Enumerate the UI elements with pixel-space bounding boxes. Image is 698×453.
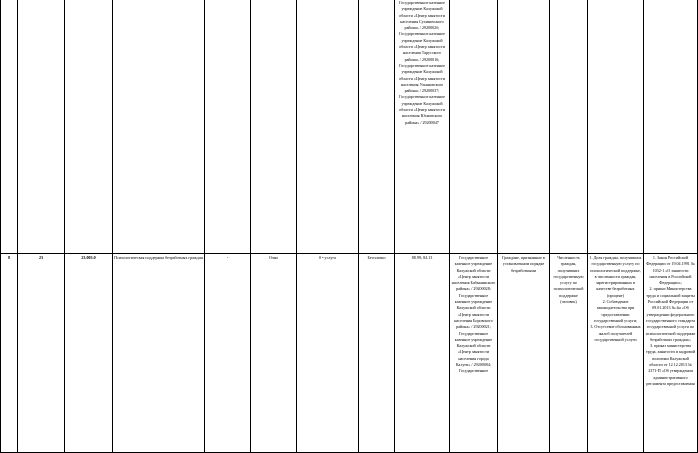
cell-legal-acts (644, 254, 698, 453)
organization-entry: Государственное казенное учреждение Калужской области «Центр занятости населения Боровского района» / 29200021; (454, 292, 493, 330)
organization-entry: Государственное казенное учреждение Калужской области «Центр занятости населения Ульяновского района» / 29200037; (399, 62, 445, 94)
cell-empty (359, 0, 395, 254)
organization-entry: Государственное казенное учреждение Калужской области «Центр занятости населения Тарусского района» / 29200016; (399, 31, 445, 62)
cell-empty (113, 0, 205, 254)
cell-empty (588, 0, 644, 254)
organization-entry: Государственное казенное учреждение Калужской области «Центр занятости населения города Калуги» / 29200004; (454, 330, 493, 368)
legal-item: 1. Закон Российской Федерации от 19.04.1991 № 1032-1 «О занятости населения в Российской Федерации»; (646, 255, 695, 286)
cell-quality-indicators (588, 254, 644, 453)
cell-row-number: 8 (1, 254, 18, 453)
cell-empty (18, 0, 65, 254)
organization-entry: Государственное (458, 368, 489, 374)
cell-service-code: 23 (18, 254, 65, 453)
cell-dash: - (205, 254, 251, 453)
cell-okved: 88.99; 84.13 (395, 254, 450, 453)
cell-payment: Бесплатно (359, 254, 395, 453)
cell-empty (251, 0, 297, 254)
cell-empty (1, 0, 18, 254)
cell-empty (550, 0, 588, 254)
table-row (1, 254, 698, 453)
quality-item: 1. Доля граждан, получивших государственную услугу по психологической поддержке, в численности граждан, зарегистрированных в качестве безработных (процент) (589, 255, 642, 298)
organization-entry: Государственное казенное учреждение Калужской области «Центр занятости населения Бабынинского района» / 29200028; (451, 255, 496, 292)
organization-entry: Государственное казенное учреждение Калужской области «Центр занятости населения Сухиничского района» / 2920002б; (399, 0, 445, 31)
table-row-previous (1, 0, 698, 254)
cell-organizations (395, 0, 450, 254)
cell-form: Очно (251, 254, 297, 453)
legal-item: 2. приказ Министерства труда и социальной защиты Российской Федерации от 09.01.2013 № 4н «Об утверждении федерального государственного стандарта государственной услуги по психологической поддержке безработных граждан»; (645, 286, 696, 342)
cell-volume-indicator: Численность граждан, получивших государственную услугу по психологической поддержке (человек) (550, 254, 588, 453)
quality-item: 2. Соблюдение законодательства при предоставлении государственной услуги; (593, 299, 638, 323)
cell-organizations (450, 254, 498, 453)
cell-empty (297, 0, 359, 254)
cell-unit: 0 • услуга (297, 254, 359, 453)
cell-empty (450, 0, 498, 254)
cell-registry-code: 23.003.0 (65, 254, 113, 453)
cell-empty (65, 0, 113, 254)
cell-service-name: Психологическая поддержка безработных граждан (113, 254, 205, 453)
cell-recipients: Граждане, признанные в установленном порядке безработными (498, 254, 550, 453)
organization-entry: Государственное казенное учреждение Калужской области «Центр занятости населения Юхновского района» / 29200047 (399, 94, 445, 125)
legal-item: 3. приказ министерства труда, занятости и кадровой политики Калужской области от 12.12.2013 № 2371-П «Об утверждении административного регламента предоставления (645, 343, 696, 386)
cell-empty (205, 0, 251, 254)
cell-empty (644, 0, 698, 254)
cell-empty (498, 0, 550, 254)
quality-item: 3. Отсутствие обоснованных жалоб получателей государственной услуги (590, 324, 641, 342)
